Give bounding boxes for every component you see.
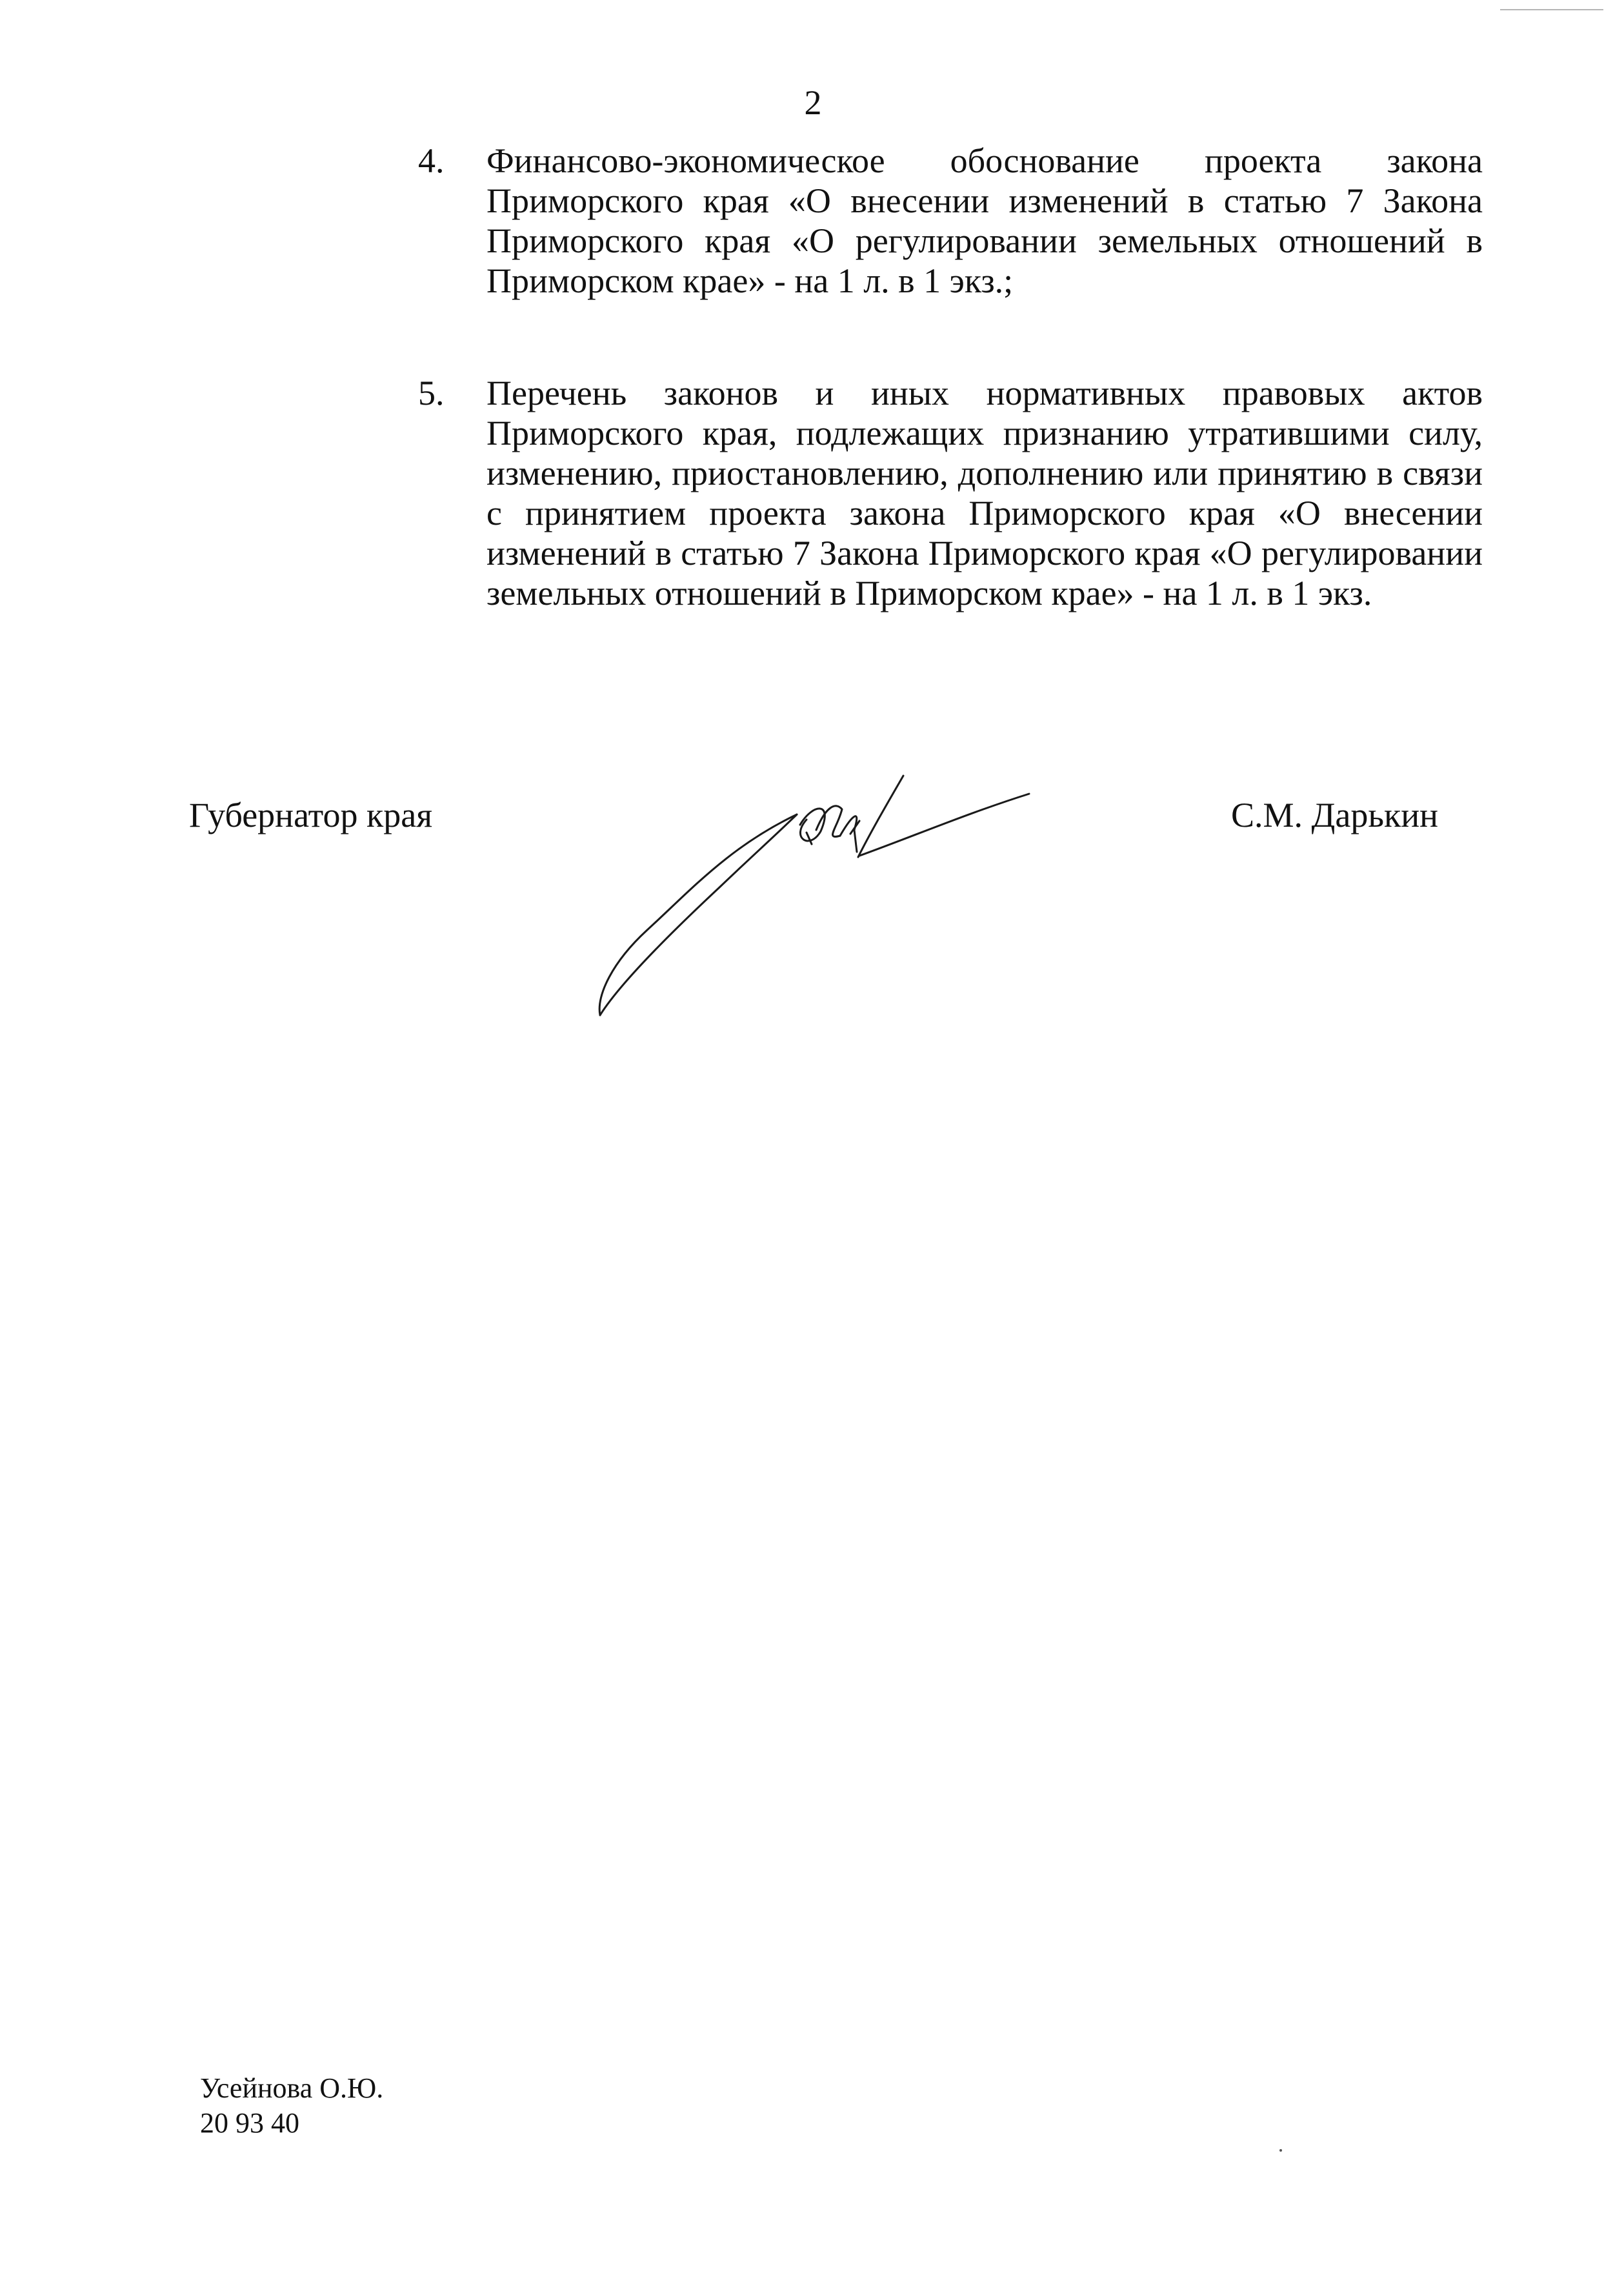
executor-phone: 20 93 40 xyxy=(200,2107,299,2139)
page-number: 2 xyxy=(804,83,822,122)
list-item xyxy=(418,373,1483,613)
corner-scan-line xyxy=(1500,9,1603,10)
list-item-number: 4. xyxy=(418,141,445,180)
signatory-name: С.М. Дарькин xyxy=(1231,796,1438,834)
handwritten-signature-icon xyxy=(581,768,1045,1026)
list-item-text: Перечень законов и иных нормативных правовых актов Приморского края, подлежащих признанию утратившими силу, изменению, приостановлению, дополнению или принятию в связи с принятием проекта закона Приморского края «О внесении изменений в статью 7 Закона Приморского края «О регулировании земельных отношений в Приморском крае» - на 1 л. в 1 экз. xyxy=(486,374,1483,612)
scan-speck xyxy=(1279,2149,1282,2152)
signatory-title: Губернатор края xyxy=(189,796,433,834)
list-item xyxy=(418,141,1483,301)
executor-name: Усейнова О.Ю. xyxy=(200,2072,384,2104)
list-item-number: 5. xyxy=(418,374,445,412)
list-item-text: Финансово-экономическое обоснование проекта закона Приморского края «О внесении изменений в статью 7 Закона Приморского края «О регулировании земельных отношений в Приморском крае» - на 1 л. в 1 экз.; xyxy=(486,141,1483,300)
